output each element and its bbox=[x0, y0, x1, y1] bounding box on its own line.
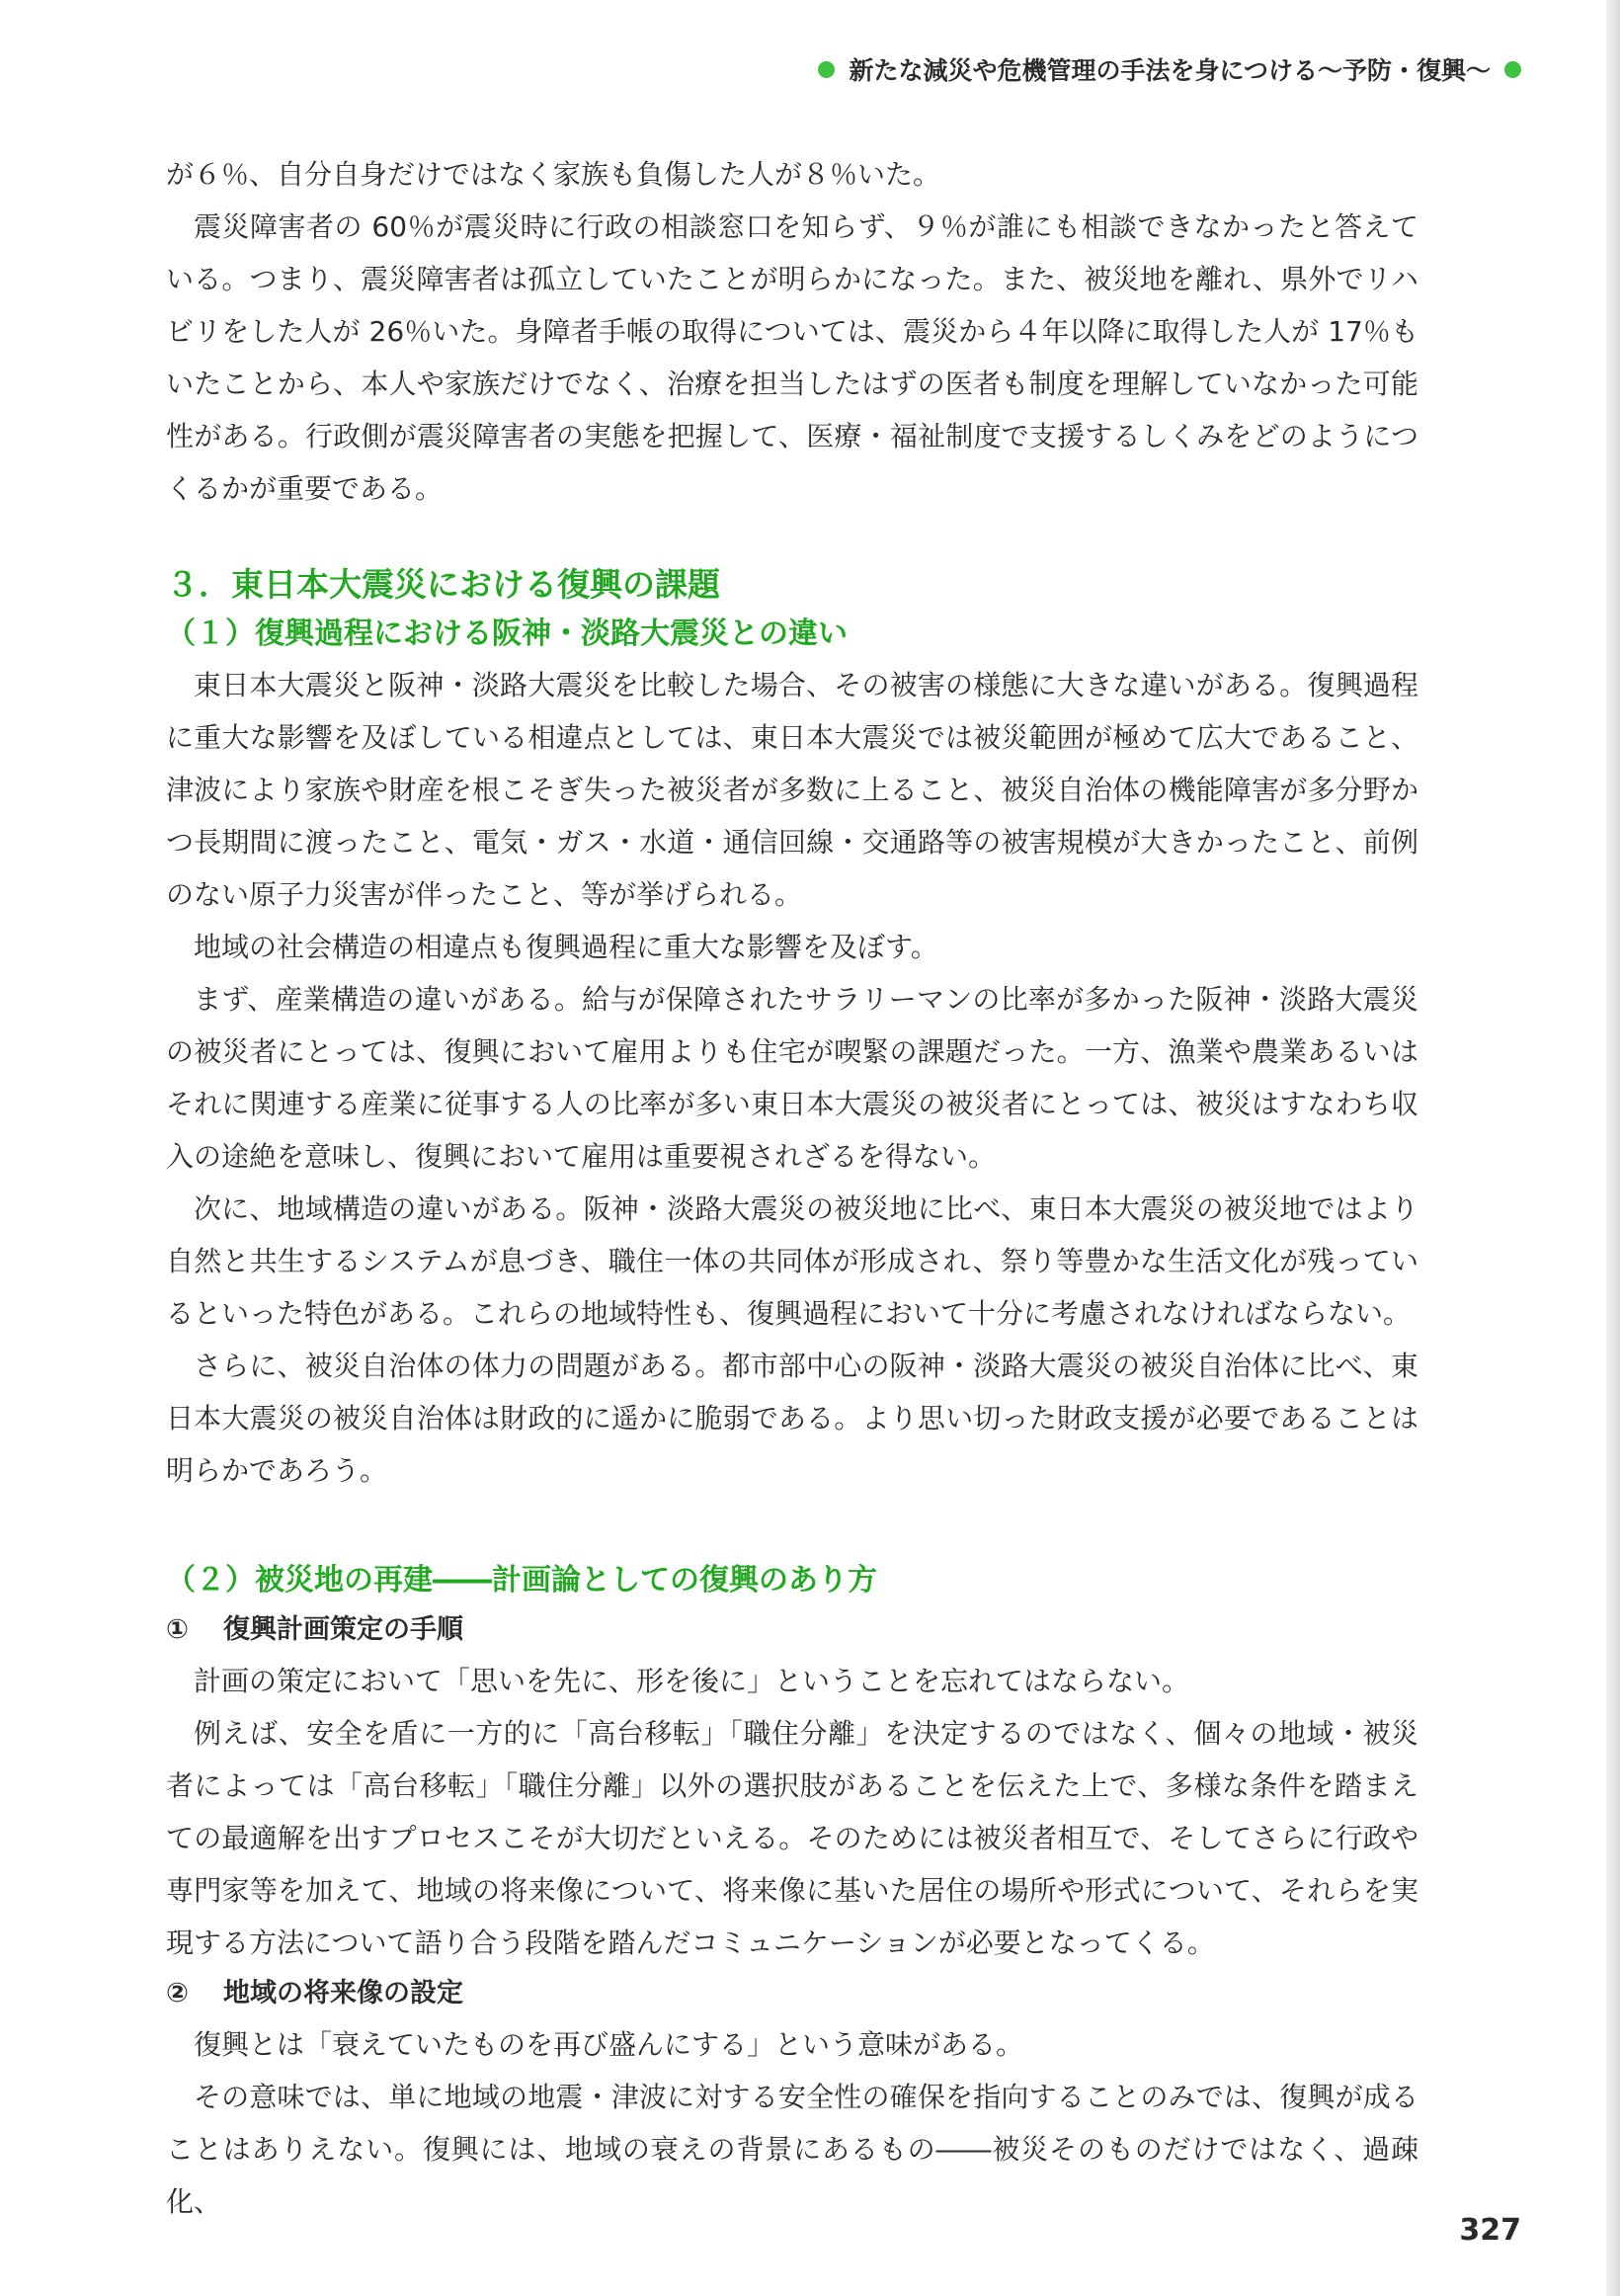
item-heading bbox=[166, 1605, 1418, 1655]
body-paragraph: 復興とは「衰えていたものを再び盛んにする」という意味がある。 bbox=[194, 2028, 1024, 2061]
item-number: ① bbox=[166, 1614, 189, 1645]
page-edge bbox=[1606, 0, 1620, 2296]
green-dot-icon bbox=[818, 61, 835, 78]
item-number: ② bbox=[166, 1978, 189, 2009]
running-header bbox=[818, 51, 1521, 87]
body-paragraph: 東日本大震災と阪神・淡路大震災を比較した場合、その被害の様態に大きな違いがある。復興過程に重大な影響を及ぼしている相違点としては、東日本大震災では被災範囲が極めて広大であること、津波により家族や財産を根こそぎ失った被災者が多数に上ること、被災自治体の機能障害が多分野かつ長期間に渡ったこと、電気・ガス・水道・通信回線・交通路等の被害規模が大きかったこと、前例のない原子力災害が伴ったこと、等が挙げられる。 bbox=[166, 669, 1418, 911]
body-paragraph: まず、産業構造の違いがある。給与が保障されたサラリーマンの比率が多かった阪神・淡路大震災の被災者にとっては、復興において雇用よりも住宅が喫緊の課題だった。一方、漁業や農業あるいはそれに関連する産業に従事する人の比率が多い東日本大震災の被災者にとっては、被災はすなわち収入の途絶を意味し、復興において雇用は重要視されざるを得ない。 bbox=[166, 983, 1418, 1173]
running-header-title: 新たな減災や危機管理の手法を身につける〜予防・復興〜 bbox=[849, 56, 1491, 85]
body-paragraph: 地域の社会構造の相違点も復興過程に重大な影響を及ぼす。 bbox=[194, 931, 938, 963]
subsection-heading: （２）被災地の再建――計画論としての復興のあり方 bbox=[166, 1563, 877, 1598]
item-title: 地域の将来像の設定 bbox=[223, 1978, 463, 2009]
section-heading: ３．東日本大震災における復興の課題 bbox=[166, 565, 720, 604]
body-paragraph: 計画の策定において「思いを先に、形を後に」ということを忘れてはならない。 bbox=[194, 1665, 1190, 1697]
body-paragraph: 次に、地域構造の違いがある。阪神・淡路大震災の被災地に比べ、東日本大震災の被災地ではより自然と共生するシステムが息づき、職住一体の共同体が形成され、祭り等豊かな生活文化が残っているといった特色がある。これらの地域特性も、復興過程において十分に考慮されなければならない。 bbox=[166, 1192, 1418, 1330]
item-heading bbox=[166, 1969, 1418, 2018]
body-paragraph: 例えば、安全を盾に一方的に「高台移転」「職住分離」を決定するのではなく、個々の地域・被災者によっては「高台移転」「職住分離」以外の選択肢があることを伝えた上で、多様な条件を踏まえての最適解を出すプロセスこそが大切だといえる。そのためには被災者相互で、そしてさらに行政や専門家等を加えて、地域の将来像について、将来像に基いた居住の場所や形式について、それらを実現する方法について語り合う段階を踏んだコミュニケーションが必要となってくる。 bbox=[166, 1717, 1418, 1959]
subsection-heading: （１）復興過程における阪神・淡路大震災との違い bbox=[166, 616, 848, 651]
body-paragraph: さらに、被災自治体の体力の問題がある。都市部中心の阪神・淡路大震災の被災自治体に比べ、東日本大震災の被災自治体は財政的に遥かに脆弱である。より思い切った財政支援が必要であることは明らかであろう。 bbox=[166, 1350, 1418, 1487]
page-body bbox=[166, 148, 1418, 2228]
green-dot-icon bbox=[1504, 61, 1521, 78]
page-number: 327 bbox=[1459, 2213, 1521, 2248]
body-paragraph: 震災障害者の 60％が震災時に行政の相談窓口を知らず、９％が誰にも相談できなかったと答えている。つまり、震災障害者は孤立していたことが明らかになった。また、被災地を離れ、県外でリハビリをした人が 26％いた。身障者手帳の取得については、震災から４年以降に取得した人が 17％もいたことから、本人や家族だけでなく、治療を担当したはずの医者も制度を理解していなかった可能性がある。行政側が震災障害者の実態を把握して、医療・福祉制度で支援するしくみをどのようにつくるかが重要である。 bbox=[166, 210, 1418, 505]
body-paragraph: その意味では、単に地域の地震・津波に対する安全性の確保を指向することのみでは、復興が成ることはありえない。復興には、地域の衰えの背景にあるもの――被災そのものだけではなく、過疎化、 bbox=[166, 2081, 1418, 2218]
item-title: 復興計画策定の手順 bbox=[223, 1614, 463, 1645]
body-paragraph: が６％、自分自身だけではなく家族も負傷した人が８％いた。 bbox=[166, 158, 941, 191]
